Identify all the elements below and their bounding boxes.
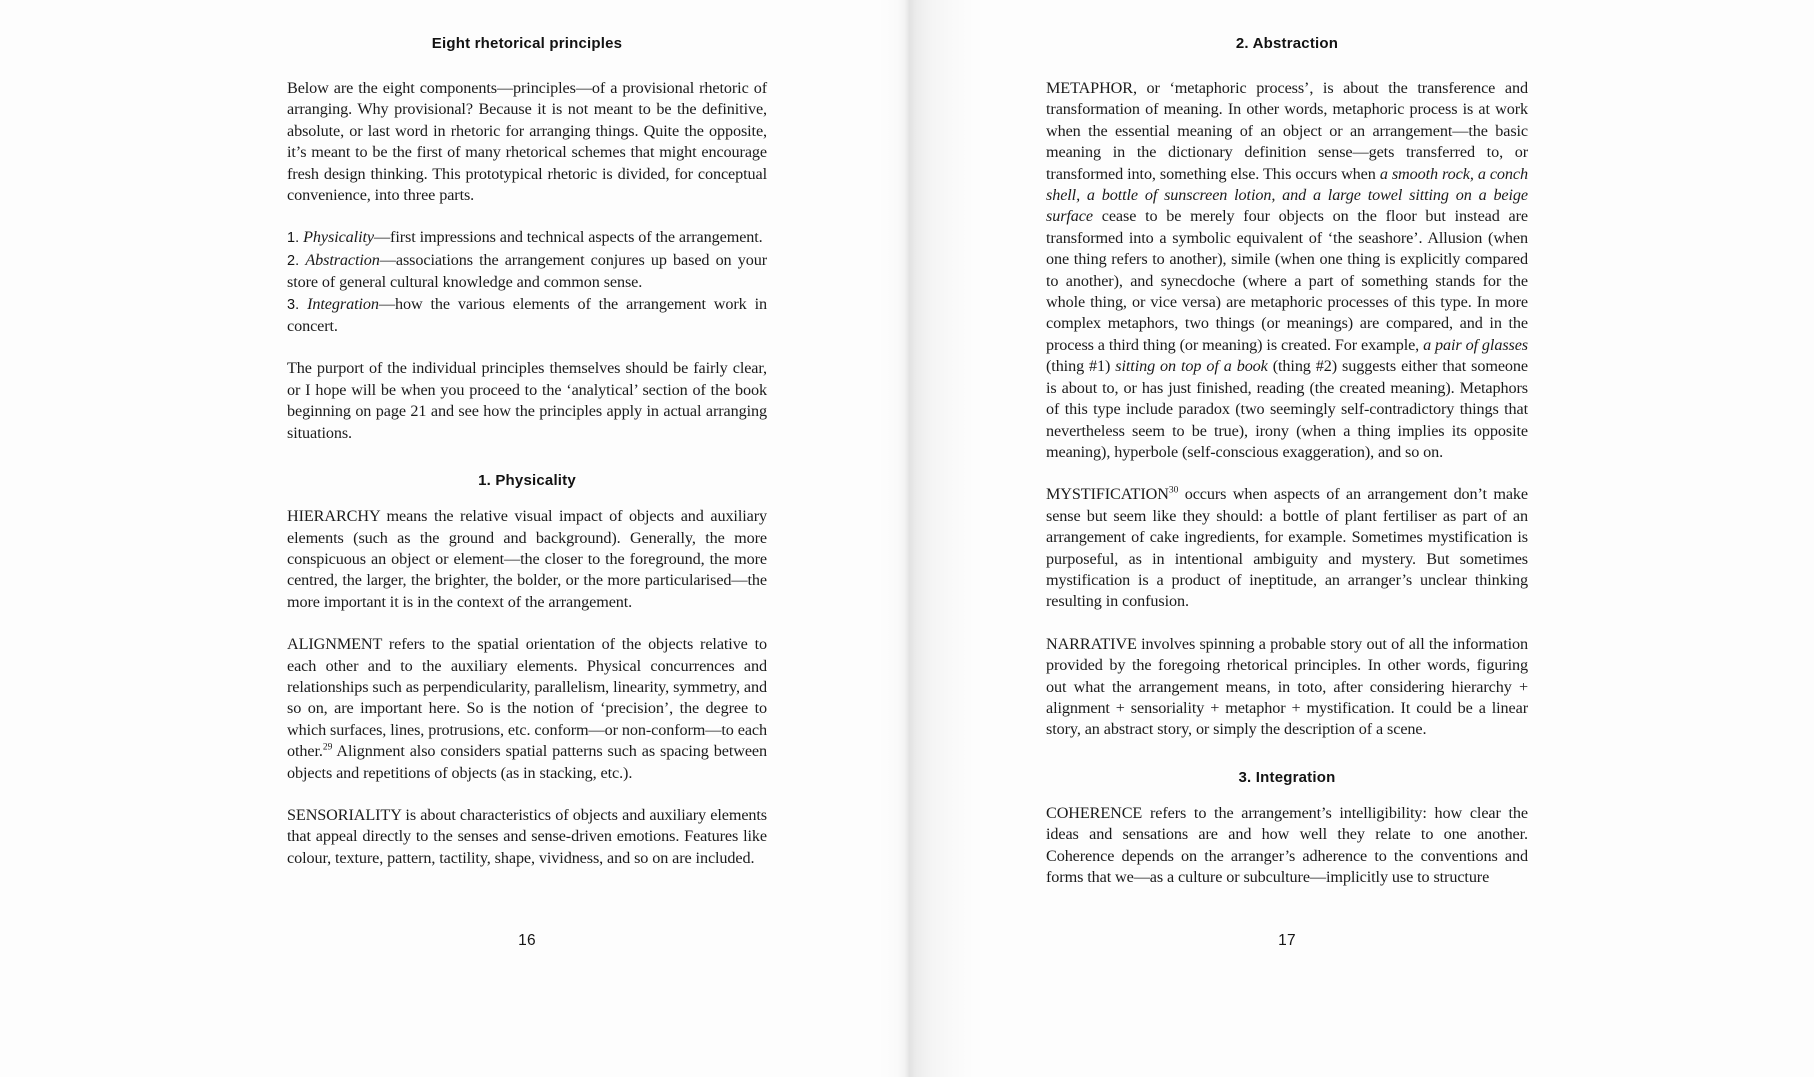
text-segment: Abstraction (305, 250, 380, 269)
text-segment: a pair of glasses (1423, 335, 1529, 354)
text-segment: Physicality (303, 228, 374, 247)
paragraph-hierarchy (287, 506, 767, 613)
text-segment: Integration (307, 294, 379, 313)
text-segment: —how the various elements of the arrangement work in concert. (287, 294, 768, 336)
running-head-left: Eight rhetorical principles (431, 35, 623, 52)
right-page-text-column (1046, 78, 1528, 888)
right-page (1046, 0, 1528, 1077)
section-heading-integration: 3. Integration (1238, 768, 1336, 786)
text-segment: NARRATIVE involves spinning a probable story out of all the information provided by the foregoing rhetorical principles. In other words, figuring out what the arrangement means, in toto, after considering hierarchy + alignment + sensoriality + metaphor + mystification. It could be a linear story, an abstract story, or simply the description of a scene. (1046, 634, 1528, 739)
text-segment: 2. (287, 252, 306, 269)
left-page-text-column (287, 78, 767, 869)
paragraph-metaphor (1046, 78, 1528, 463)
paragraph-mystification (1046, 484, 1528, 612)
text-segment: (thing #2) suggests either that someone is about to, or has just finished, reading (the created meaning). Metaphors of this type include paradox (two seemingly self-contradictory things that nevertheless seem to be true), irony (when a thing implies its opposite meaning), hyperbole (self-conscious exaggeration), and so on. (1046, 357, 1528, 461)
text-segment: METAPHOR, or ‘metaphoric process’, is about the transference and transformation of meaning. In other words, metaphoric process is at work when the essential meaning of an object or an arrangement—the basic meaning in the dictionary definition sense—gets transferred to, or transformed into, something else. This occurs when (1046, 79, 1528, 183)
text-segment: COHERENCE refers to the arrangement’s intelligibility: how clear the ideas and sensations are and how well they relate to one another. Coherence depends on the arranger’s adherence to the conventions and forms that we—as a culture or subculture—implicitly use to structure (1046, 803, 1528, 886)
paragraph-purport (287, 358, 767, 444)
text-segment: ALIGNMENT refers to the spatial orientation of the objects relative to each other and to the auxiliary elements. Physical concurrences and relationships such as perpendicularity, parallelism, linearity, symmetry, and so on, are important here. So is the notion of ‘precision’, the degree to which surfaces, lines, protrusions, etc. conform—or non-conform—to each other. (287, 635, 767, 761)
text-segment: The purport of the individual principles themselves should be fairly clear, or I hope will be when you proceed to the ‘analytical’ section of the book beginning on page 21 and see how the principles apply in actual arranging situations. (287, 359, 767, 442)
running-head-right: 2. Abstraction (1235, 35, 1339, 52)
text-segment: Alignment also considers spatial patterns such as spacing between objects and repetitions of objects (as in stacking, etc.). (287, 742, 767, 782)
paragraph-coherence (1046, 803, 1528, 889)
list-item-integration (287, 294, 767, 338)
footnote-reference: 29 (322, 742, 333, 753)
section-heading-physicality: 1. Physicality (478, 472, 576, 490)
text-segment: MYSTIFICATION (1046, 485, 1169, 504)
text-segment: occurs when aspects of an arrangement don’t make sense but seem like they should: a bottle of plant fertiliser as part of an arrangement of cake ingredients, for example. Sometimes mystification is purposeful, as in intentional ambiguity and mystery. But sometimes mystification is a product of ineptitude, an arranger’s unclear thinking resulting in confusion. (1046, 485, 1528, 611)
text-segment: a smooth rock, a conch shell, a bottle of sunscreen lotion, and a large towel sitting on a beige surface (1046, 164, 1529, 226)
text-segment: HIERARCHY means the relative visual impact of objects and auxiliary elements (such as the ground and background). Generally, the more conspicuous an object or element—the closer to the foreground, the more centred, the larger, the brighter, the bolder, or the more particularised—the more important it is in the context of the arrangement. (287, 507, 767, 611)
text-segment: Below are the eight components—principles—of a provisional rhetoric of arranging. Why provisional? Because it is not meant to be the definitive, absolute, or last word in rhetoric for arranging things. Quite the opposite, it’s meant to be the first of many rhetorical schemes that might encourage fresh design thinking. This prototypical rhetoric is divided, for conceptual convenience, into three parts. (287, 79, 767, 205)
text-segment: —associations the arrangement conjures up based on your store of general cultural knowledge and common sense. (287, 250, 767, 292)
text-segment: sitting on top of a book (1115, 357, 1268, 376)
text-segment: SENSORIALITY is about characteristics of objects and auxiliary elements that appeal directly to the senses and sense-driven emotions. Features like colour, texture, pattern, tactility, shape, vividness, and so on are included. (287, 805, 767, 867)
left-page (287, 0, 767, 1077)
list-item-physicality (287, 227, 767, 249)
page-number-right: 17 (1278, 932, 1296, 949)
text-segment: —first impressions and technical aspects of the arrangement. (373, 228, 763, 247)
paragraph-sensoriality (287, 805, 767, 869)
text-segment: 1. (287, 230, 304, 247)
text-segment: (thing #1) (1046, 357, 1116, 376)
footnote-reference: 30 (1168, 485, 1179, 496)
paragraph-narrative (1046, 634, 1528, 741)
text-segment: cease to be merely four objects on the floor but instead are transformed into a symbolic equivalent of ‘the seashore’. Allusion (when one thing refers to another), simile (when one thing is explicitly compared to another), and synecdoche (where a part of something stands for the whole thing, or vice versa) are metaphoric processes of this type. In more complex metaphors, two things (or meanings) are compared, and in the process a third thing (or meaning) is created. For example, (1046, 207, 1528, 354)
book-gutter-shadow (878, 0, 974, 1077)
list-item-abstraction (287, 250, 767, 294)
page-number-left: 16 (518, 932, 536, 949)
paragraph-alignment (287, 634, 767, 784)
paragraph-intro (287, 78, 767, 206)
text-segment: 3. (287, 296, 308, 313)
